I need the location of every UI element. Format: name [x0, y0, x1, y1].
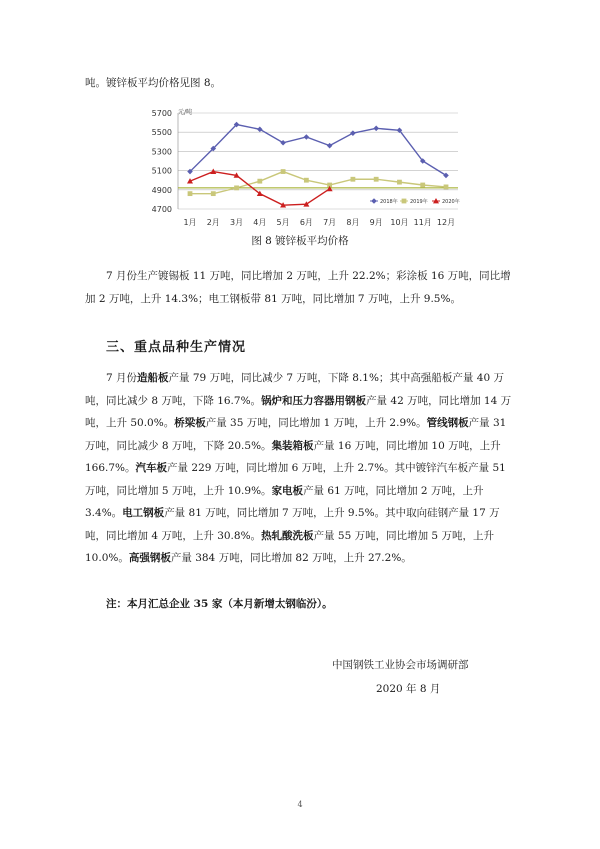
x-tick-label: 10月: [390, 218, 409, 227]
signature-date: 2020 年 8 月: [376, 683, 441, 695]
data-point: [234, 185, 239, 190]
data-point: [188, 191, 193, 196]
text-run: 桥梁板: [174, 417, 206, 429]
intro-line: 吨。镀锌板平均价格见图 8。: [85, 77, 222, 89]
data-point: [420, 183, 425, 188]
section-heading: 三、重点品种生产情况: [106, 340, 247, 355]
x-tick-label: 1月: [183, 218, 197, 227]
legend-item: [432, 198, 460, 205]
chart-unit-label: 元/吨: [178, 109, 193, 116]
y-tick-label: 5700: [151, 109, 172, 118]
text-run: 产量 35 万吨，同比增加 1 万吨，上升 2.9%。: [205, 417, 427, 429]
legend-label: 2019年: [410, 199, 428, 205]
y-tick-label: 5300: [151, 147, 172, 157]
x-tick-label: 5月: [276, 218, 290, 227]
figure-caption: 图 8 镀锌板平均价格: [251, 235, 349, 247]
x-tick-label: 9月: [369, 218, 383, 227]
data-point: [304, 178, 309, 183]
data-point: [211, 191, 216, 196]
y-tick-label: 4700: [151, 205, 172, 214]
text-run: 高强钢板: [128, 552, 171, 564]
x-tick-label: 8月: [346, 218, 360, 227]
data-point: [257, 179, 262, 184]
text-run: 7 月份: [106, 372, 138, 384]
text-run: 产量 55 万吨，同比增加 5 万吨，上升 10.0%。: [85, 529, 494, 564]
data-point: [444, 185, 449, 190]
paragraph-2: [85, 367, 515, 570]
x-tick-label: 4月: [253, 218, 267, 227]
x-tick-label: 7月: [323, 218, 337, 227]
x-tick-label: 11月: [413, 218, 432, 227]
text-run: 锅炉和压力容器用钢板: [261, 394, 367, 407]
text-run: 热轧酸洗板: [261, 529, 314, 542]
text-run: 管线钢板: [426, 417, 469, 429]
legend-label: 2018年: [380, 199, 398, 205]
galvanized-price-chart: [0, 0, 600, 235]
data-point: [374, 177, 379, 182]
text-run: 产量 16 万吨，同比增加 10 万吨，上升 166.7%。: [85, 439, 501, 474]
y-tick-label: 5100: [151, 166, 172, 176]
data-point: [350, 130, 356, 136]
text-run: 产量 384 万吨，同比增加 82 万吨，上升 27.2%。: [170, 552, 412, 564]
x-tick-label: 2月: [206, 218, 220, 227]
legend-item: [370, 198, 398, 205]
text-run: 造船板: [137, 372, 169, 384]
x-tick-label: 6月: [299, 218, 313, 227]
text-run: 产量 42 万吨，同比增加 14 万吨，上升 50.0%。: [85, 394, 512, 429]
text-run: 汽车板: [135, 462, 168, 474]
series-2018年: [187, 122, 449, 178]
data-point: [304, 134, 310, 140]
y-tick-label: 5500: [151, 128, 172, 138]
data-point: [373, 126, 379, 132]
legend-label: 2020年: [442, 199, 460, 205]
data-point: [281, 169, 286, 174]
data-point: [351, 177, 356, 182]
text-run: 集装箱板: [271, 439, 314, 452]
data-point: [371, 198, 377, 204]
text-run: 电工钢板: [122, 507, 165, 519]
y-tick-label: 4900: [151, 185, 172, 195]
x-tick-label: 3月: [229, 218, 244, 227]
text-run: 产量 229 万吨，同比增加 6 万吨，上升 2.7%。其中镀锌汽车板产量 51 万吨，同比增加 5 万吨，上升 10.9%。: [85, 462, 506, 497]
x-tick-label: 12月: [436, 218, 456, 227]
page-number: 4: [297, 800, 303, 809]
text-run: 产量 31 万吨，同比减少 8 万吨，下降 20.5%。: [85, 417, 507, 452]
text-run: 产量 79 万吨，同比减少 7 万吨，下降 8.1%；其中高强船板产量 40 万吨，同比减少 8 万吨，下降 16.7%。: [85, 372, 504, 407]
note: [106, 596, 333, 611]
text-run: 7 月份生产镀锡板 11 万吨，同比增加 2 万吨，上升 22.2%；彩涂板 16 万吨，同比增加 2 万吨，上升 14.3%；电工钢板带 81 万吨，同比增加 7 万吨，上升 9.5%。: [85, 270, 511, 305]
data-point: [327, 143, 333, 149]
legend-item: [400, 198, 428, 205]
data-point: [397, 180, 402, 185]
series-line: [190, 172, 446, 194]
signature-org: 中国钢铁工业协会市场调研部: [332, 659, 469, 671]
text-run: 产量 81 万吨，同比增加 7 万吨，上升 9.5%。其中取向硅钢产量 17 万吨，同比增加 4 万吨，上升 30.8%。: [85, 507, 500, 542]
paragraph-1: [85, 265, 515, 310]
text-run: 家电板: [271, 484, 304, 497]
text-run: 产量 61 万吨，同比增加 2 万吨，上升 3.4%。: [85, 484, 484, 519]
data-point: [280, 140, 286, 146]
note-text: 注：本月汇总企业 35 家（本月新增太钢临汾）。: [106, 598, 333, 610]
data-point: [402, 199, 407, 204]
data-point: [257, 127, 263, 133]
